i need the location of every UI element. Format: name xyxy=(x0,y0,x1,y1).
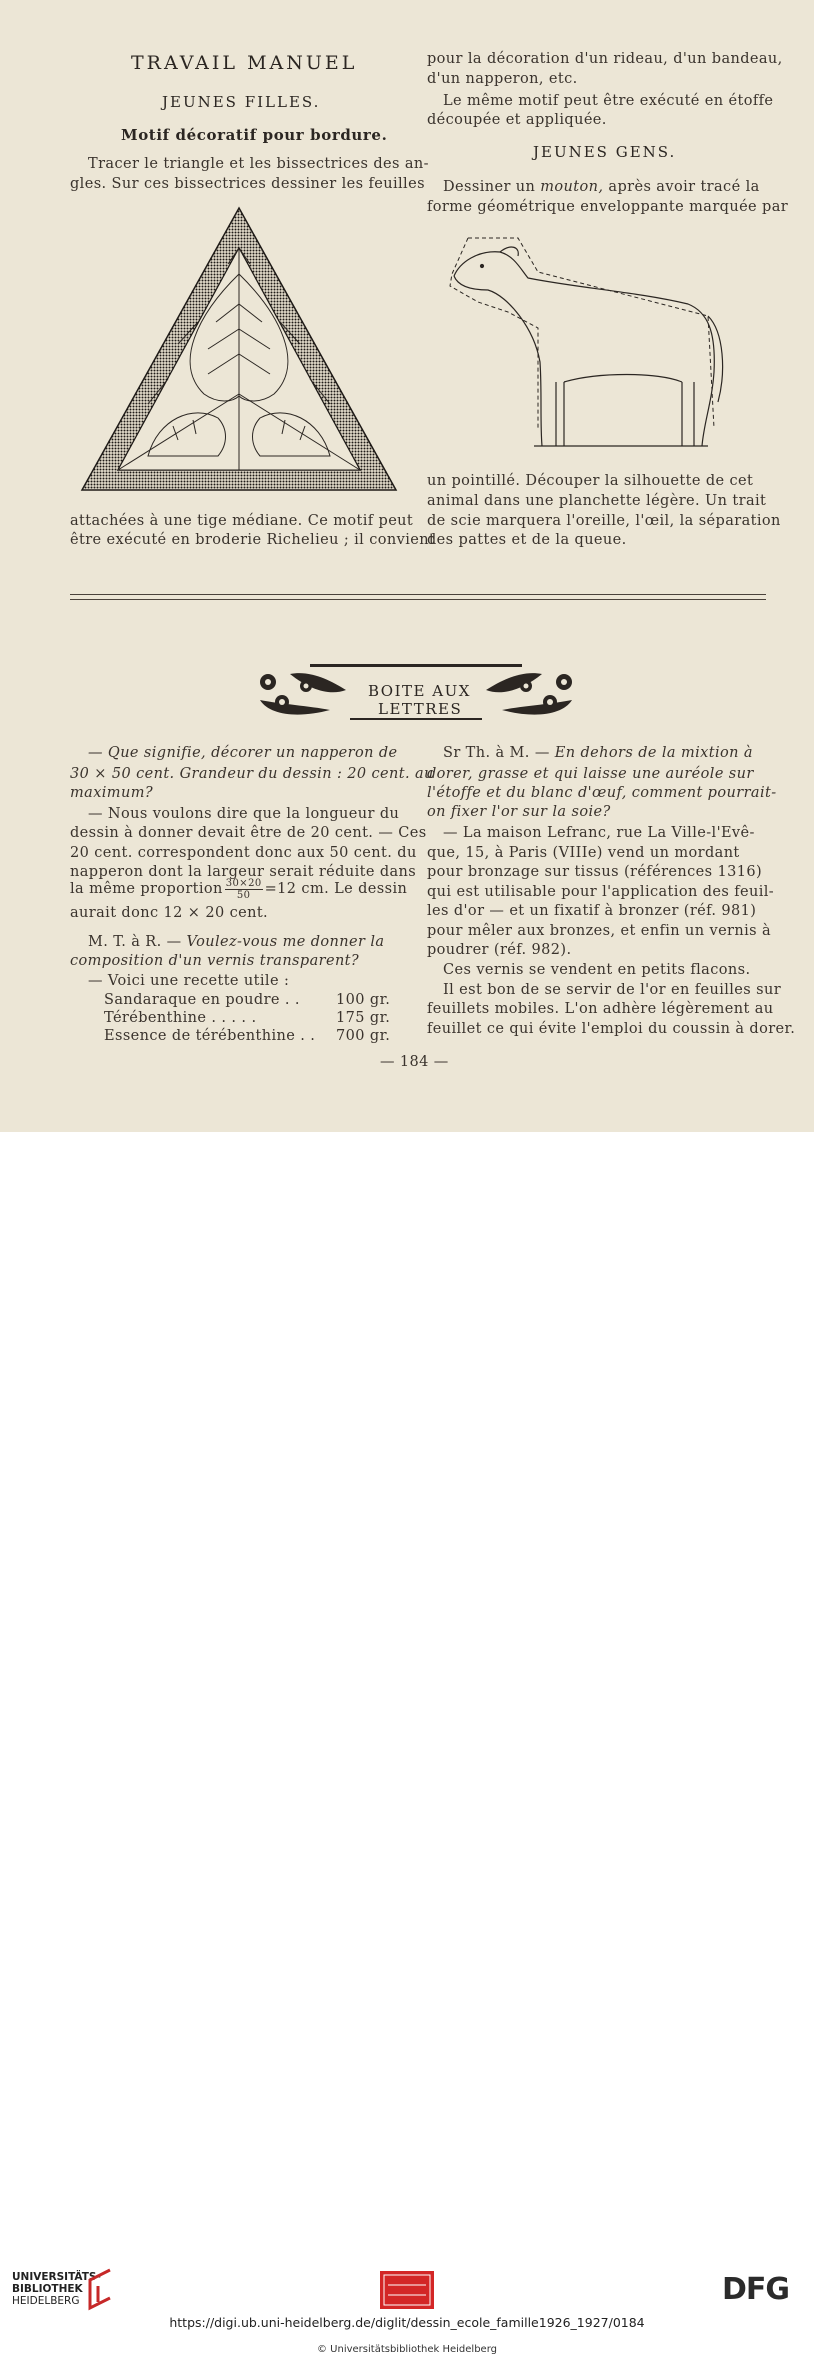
text-span: après avoir tracé la xyxy=(608,179,760,195)
answer-line: les d'or — et un fixatif à bronzer (réf. 981) xyxy=(427,903,757,919)
scanned-page xyxy=(0,0,814,1132)
answer-line: — Nous voulons dire que la longueur du xyxy=(88,806,400,822)
question-line: — Que signifie, décorer un napperon de xyxy=(88,745,398,761)
source-url-link[interactable]: https://digi.ub.uni-heidelberg.de/diglit/dessin_ecole_famille1926_1927/0184 xyxy=(169,2315,645,2330)
banner-title-line2: LETTRES xyxy=(378,700,463,718)
banner-title-line1: BOITE AUX xyxy=(368,682,471,700)
library-name-line: HEIDELBERG xyxy=(12,2295,80,2307)
library-name-line: BIBLIOTHEK xyxy=(12,2283,83,2295)
answer-line: 20 cent. correspondent donc aux 50 cent. du xyxy=(70,845,417,861)
fraction-numerator: 30×20 xyxy=(225,877,262,889)
paragraph-line: de scie marquera l'oreille, l'œil, la séparation xyxy=(427,513,781,529)
paragraph-line: Tracer le triangle et les bissectrices des an- xyxy=(88,156,429,172)
section-title: TRAVAIL MANUEL xyxy=(131,52,358,74)
answer-line: napperon dont la largeur serait réduite dans xyxy=(70,864,417,880)
copyright-notice: © Universitätsbibliothek Heidelberg xyxy=(316,2344,497,2355)
answer-line: aurait donc 12 × 20 cent. xyxy=(70,905,269,921)
paragraph-line xyxy=(443,179,760,195)
answer-line: pour mêler aux bronzes, et enfin un vernis à xyxy=(427,923,772,939)
answer-line: pour bronzage sur tissus (références 1316) xyxy=(427,864,763,880)
library-name-line: UNIVERSITÄTS- xyxy=(12,2271,101,2283)
answer-line: — La maison Lefranc, rue La Ville-l'Evê- xyxy=(443,825,755,841)
recipe-item: Térébenthine . . . . . xyxy=(104,1010,257,1026)
paragraph-line: découpée et appliquée. xyxy=(427,112,607,128)
section-divider xyxy=(70,599,766,600)
answer-line: feuillets mobiles. L'on adhère légèrement au xyxy=(427,1001,774,1017)
paragraph-line: forme géométrique enveloppante marquée par xyxy=(427,199,789,215)
paragraph-line: gles. Sur ces bissectrices dessiner les feuilles xyxy=(70,176,425,192)
proportion-line xyxy=(70,875,407,903)
text-span: =12 cm. Le dessin xyxy=(264,881,408,897)
answer-line: Ces vernis se vendent en petits flacons. xyxy=(443,962,751,978)
subtitle-jeunes-gens: JEUNES GENS. xyxy=(533,143,677,161)
question-line: dorer, grasse et qui laisse une auréole sur xyxy=(427,766,754,782)
repository-badge-icon[interactable] xyxy=(380,2271,434,2309)
page-number: — 184 — xyxy=(380,1054,449,1070)
text-span: M. T. à R. — xyxy=(88,934,182,950)
question-line xyxy=(88,934,384,950)
recipe-item: Sandaraque en poudre . . xyxy=(104,992,300,1008)
fraction-denominator: 50 xyxy=(236,889,251,901)
paragraph-line: un pointillé. Découper la silhouette de cet xyxy=(427,473,754,489)
recipe-qty: 700 gr. xyxy=(336,1028,391,1044)
dfg-logo: DFG xyxy=(722,2272,790,2307)
question-line: on fixer l'or sur la soie? xyxy=(427,804,611,820)
paragraph-line: d'un napperon, etc. xyxy=(427,71,578,87)
paragraph-line: des pattes et de la queue. xyxy=(427,532,627,548)
text-span: Dessiner un xyxy=(443,179,536,195)
section-divider xyxy=(70,594,766,595)
answer-line: que, 15, à Paris (VIIIe) vend un mordant xyxy=(427,845,740,861)
answer-line: poudrer (réf. 982). xyxy=(427,942,572,958)
triangle-leaf-motif-illustration xyxy=(78,204,400,494)
recipe-qty: 175 gr. xyxy=(336,1010,391,1026)
sheep-silhouette-illustration xyxy=(438,232,728,458)
recipe-qty: 100 gr. xyxy=(336,992,391,1008)
paragraph-line: être exécuté en broderie Richelieu ; il convient xyxy=(70,532,436,548)
answer-line: Il est bon de se servir de l'or en feuilles sur xyxy=(443,982,782,998)
question-line: composition d'un vernis transparent? xyxy=(70,953,360,969)
paragraph-line: Le même motif peut être exécuté en étoffe xyxy=(443,93,774,109)
digitization-footer xyxy=(0,1132,814,2355)
heading-motif: Motif décoratif pour bordure. xyxy=(121,126,388,144)
question-line: 30 × 50 cent. Grandeur du dessin : 20 cent. au xyxy=(70,766,434,782)
answer-line: qui est utilisable pour l'application des feuil- xyxy=(427,884,775,900)
question-line xyxy=(443,745,753,761)
paragraph-line: pour la décoration d'un rideau, d'un bandeau, xyxy=(427,51,783,67)
text-span-italic: mouton, xyxy=(540,179,604,195)
subtitle-jeunes-filles: JEUNES FILLES. xyxy=(162,93,321,111)
text-span: Sr Th. à M. — xyxy=(443,745,550,761)
text-span-italic: En dehors de la mixtion à xyxy=(554,745,753,761)
answer-line: feuillet ce qui évite l'emploi du coussin à dorer. xyxy=(427,1021,796,1037)
recipe-item: Essence de térébenthine . . xyxy=(104,1028,316,1044)
paragraph-line: attachées à une tige médiane. Ce motif peut xyxy=(70,513,414,529)
fraction xyxy=(225,878,263,901)
paragraph-line: animal dans une planchette légère. Un trait xyxy=(427,493,767,509)
question-line: l'étoffe et du blanc d'œuf, comment pourrait- xyxy=(427,785,777,801)
question-line: maximum? xyxy=(70,785,154,801)
library-logo-icon xyxy=(84,2268,114,2312)
answer-line: — Voici une recette utile : xyxy=(88,973,290,989)
text-span: la même proportion xyxy=(70,881,223,897)
text-span-italic: Voulez-vous me donner la xyxy=(186,934,385,950)
answer-line: dessin à donner devait être de 20 cent. — Ces xyxy=(70,825,427,841)
